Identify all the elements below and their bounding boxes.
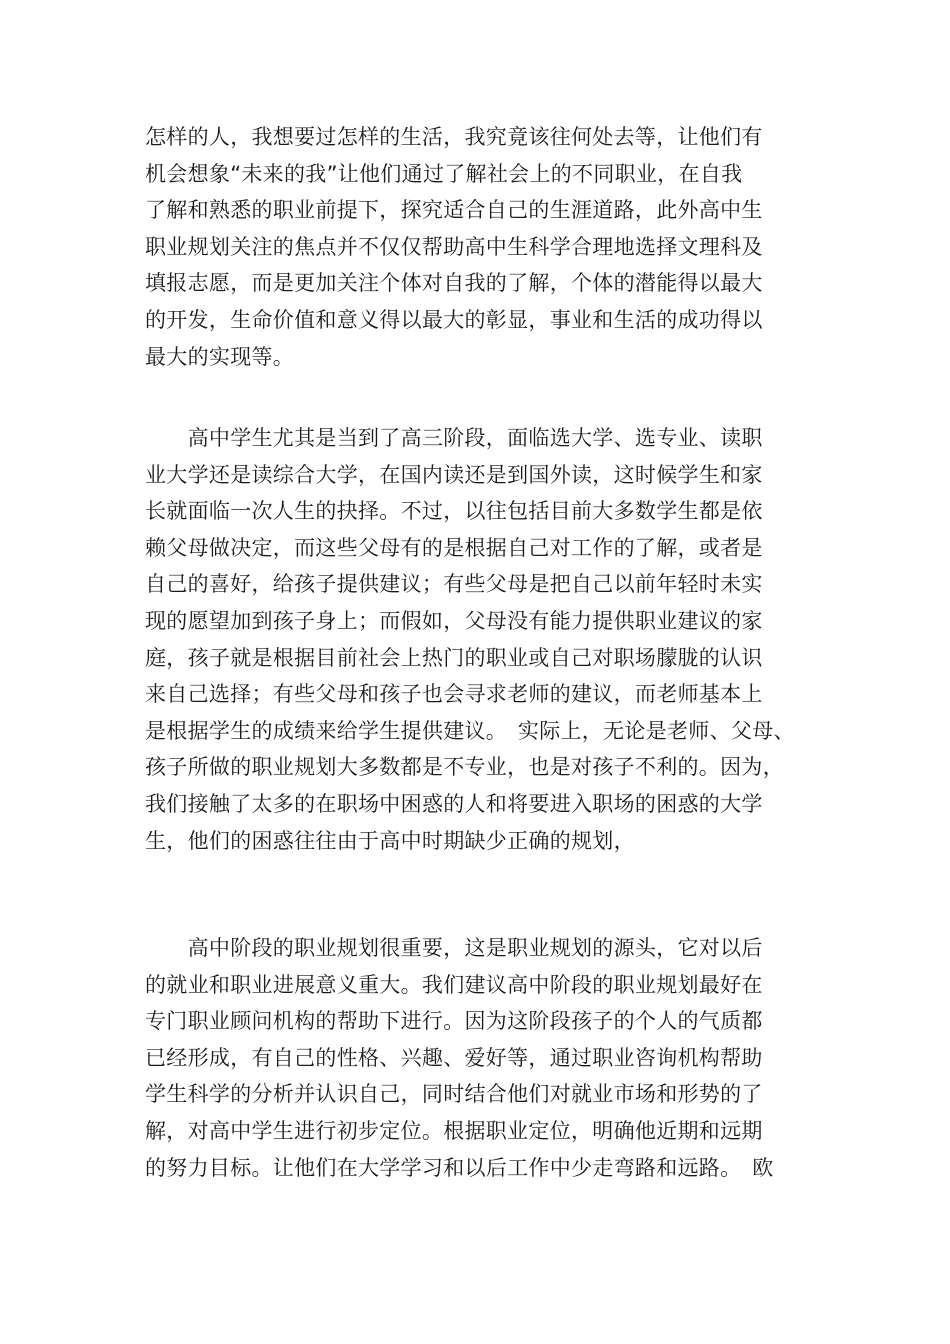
text-line: 长就面临一次人生的抉择。不过，以往包括目前大多数学生都是依 — [145, 499, 763, 524]
text-line: 来自己选择；有些父母和孩子也会寻求老师的建议，而老师基本上 — [145, 682, 763, 707]
text-line: 怎样的人，我想要过怎样的生活，我究竟该往何处去等，让他们有 — [145, 125, 763, 149]
text-line: 高中阶段的职业规划很重要，这是职业规划的源头，它对以后 — [145, 936, 763, 960]
text-line: 现的愿望加到孩子身上；而假如，父母没有能力提供职业建议的家 — [145, 608, 763, 633]
paragraph-2 — [145, 420, 825, 859]
text-line: 是根据学生的成绩来给学生提供建议。 实际上，无论是老师、父母、 — [145, 718, 795, 743]
text-line: 填报志愿，而是更加关注个体对自我的了解，个体的潜能得以最大 — [145, 271, 763, 296]
text-line: 孩子所做的职业规划大多数都是不专业，也是对孩子不利的。因为， — [145, 755, 784, 780]
text-line: 最大的实现等。 — [145, 344, 295, 369]
text-line: 的努力目标。让他们在大学学习和以后工作中少走弯路和远路。 欧 — [145, 1155, 774, 1180]
text-line: 业大学还是读综合大学，在国内读还是到国外读，这时候学生和家 — [145, 462, 763, 487]
text-line: 高中学生尤其是当到了高三阶段，面临选大学、选专业、读职 — [145, 426, 763, 450]
text-line: 机会想象“未来的我”让他们通过了解社会上的不同职业，在自我 — [145, 161, 743, 186]
text-line: 学生科学的分析并认识自己，同时结合他们对就业市场和形势的了 — [145, 1082, 763, 1107]
text-line: 已经形成，有自己的性格、兴趣、爱好等，通过职业咨询机构帮助 — [145, 1045, 763, 1070]
text-line: 自己的喜好，给孩子提供建议；有些父母是把自己以前年轻时未实 — [145, 572, 763, 597]
text-line: 的就业和职业进展意义重大。我们建议高中阶段的职业规划最好在 — [145, 972, 763, 997]
text-line: 赖父母做决定，而这些父母有的是根据自己对工作的了解，或者是 — [145, 535, 763, 560]
text-line: 解，对高中学生进行初步定位。根据职业定位，明确他近期和远期 — [145, 1118, 763, 1143]
text-line: 庭，孩子就是根据目前社会上热门的职业或自己对职场朦胧的认识 — [145, 645, 763, 670]
paragraph-3 — [145, 930, 825, 1186]
text-line: 专门职业顾问机构的帮助下进行。因为这阶段孩子的个人的气质都 — [145, 1009, 763, 1034]
text-line: 了解和熟悉的职业前提下，探究适合自己的生涯道路，此外高中生 — [145, 198, 763, 223]
text-line: 职业规划关注的焦点并不仅仅帮助高中生科学合理地选择文理科及 — [145, 234, 763, 259]
text-line: 生，他们的困惑往往由于高中时期缺少正确的规划， — [145, 828, 635, 853]
paragraph-1 — [145, 119, 825, 375]
text-line: 的开发，生命价值和意义得以最大的彰显，事业和生活的成功得以 — [145, 307, 763, 332]
text-line: 我们接触了太多的在职场中困惑的人和将要进入职场的困惑的大学 — [145, 791, 763, 816]
